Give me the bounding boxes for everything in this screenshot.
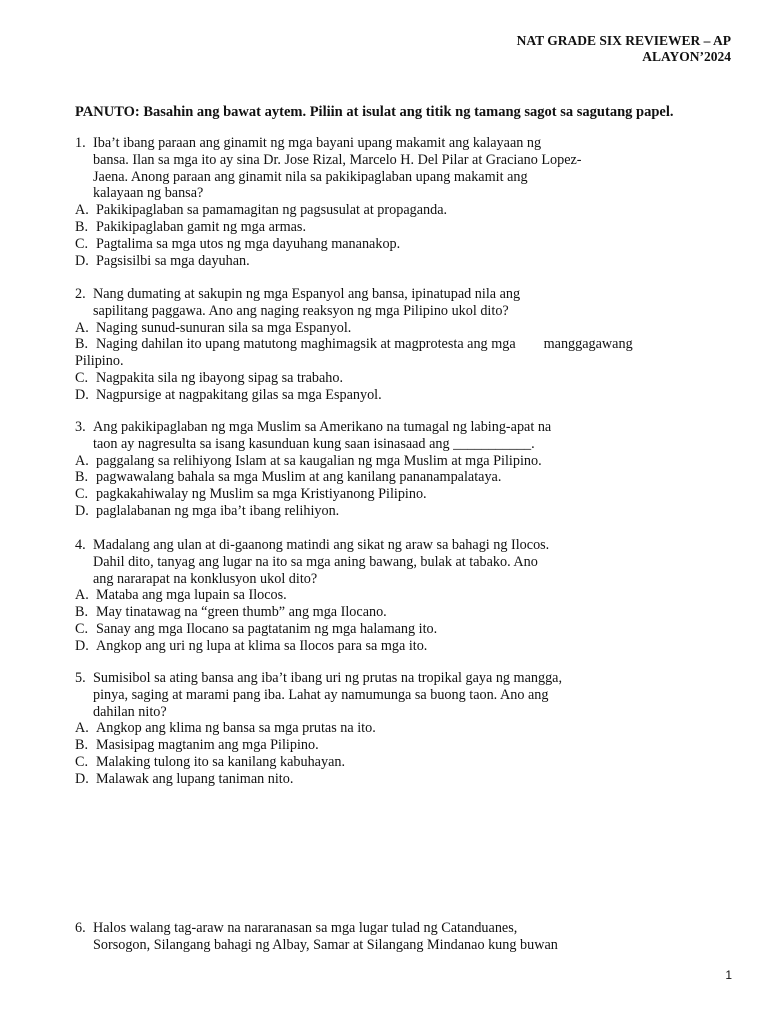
choice-a [75,720,715,737]
choice-text: Mataba ang mga lupain sa Ilocos. [96,587,287,604]
question-2 [75,286,715,404]
question-number: 6. [75,920,86,936]
choice-text: pagkakahiwalay ng Muslim sa mga Kristiyanong Pilipino. [96,486,427,503]
choice-text: Masisipag magtanim ang mga Pilipino. [96,737,319,754]
choice-text-tail: manggagawang [543,336,633,353]
stem-line: Dahil dito, tanyag ang lugar na ito sa mga aning bawang, bulak at tabako. Ano [93,553,538,570]
choice-text: May tinatawag na “green thumb” ang mga Ilocano. [96,604,387,621]
choice-text: paggalang sa relihiyong Islam at sa kaugalian ng mga Muslim at mga Pilipino. [96,452,542,469]
choice-a [75,320,715,337]
choice-letter: D. [75,386,89,403]
question-stem [75,670,715,720]
choice-c [75,236,715,253]
header-subtitle: ALAYON’2024 [642,49,731,64]
question-stem [75,286,715,320]
choice-letter: B. [75,469,89,486]
choice-letter: A. [75,720,89,737]
question-number: 1. [75,135,86,151]
choice-text: paglalabanan ng mga iba’t ibang relihiyon. [96,502,340,519]
stem-line: bansa. Ilan sa mga ito ay sina Dr. Jose Rizal, Marcelo H. Del Pilar at Graciano Lopez- [93,151,582,168]
stem-line: sapilitang paggawa. Ano ang naging reaksyon ng mga Pilipino ukol dito? [93,302,509,319]
choice-letter: B. [75,336,89,353]
choice-letter: C. [75,620,89,637]
choice-letter: B. [75,737,89,754]
page-number: 1 [725,968,732,982]
question-stem [75,419,715,453]
question-number: 3. [75,419,86,435]
choice-d [75,503,715,520]
choice-letter: D. [75,502,89,519]
choice-text: Angkop ang klima ng bansa sa mga prutas na ito. [96,720,376,737]
stem-line: Sorsogon, Silangang bahagi ng Albay, Samar at Silangang Mindanao kung buwan [93,936,558,953]
choice-b [75,336,715,370]
choice-text: Nagpakita sila ng ibayong sipag sa trabaho. [96,369,344,386]
header-title: NAT GRADE SIX REVIEWER – AP [516,33,731,48]
choice-letter: C. [75,369,89,386]
choice-d [75,387,715,404]
choice-c [75,621,715,638]
choice-text: Nagpursige at nagpakitang gilas sa mga Espanyol. [96,386,382,403]
choice-b [75,604,715,621]
question-stem [75,920,715,954]
question-6 [75,920,715,954]
choice-text [96,336,715,353]
choice-text-main: Naging dahilan ito upang matutong maghimagsik at magprotesta ang mga [96,336,516,353]
stem-line: ang nararapat na konklusyon ukol dito? [93,570,318,587]
choice-d [75,771,715,788]
stem-line: Jaena. Anong paraan ang ginamit nila sa pakikipaglaban upang makamit ang [93,168,528,185]
instructions: PANUTO: Basahin ang bawat aytem. Piliin at isulat ang titik ng tamang sagot sa sagutang papel. [75,104,674,120]
stem-line: Madalang ang ulan at di-gaanong matindi ang sikat ng araw sa bahagi ng Ilocos. [93,537,550,553]
choice-letter: A. [75,202,89,219]
choice-letter: C. [75,486,89,503]
choice-letter: D. [75,770,89,787]
page-header [517,33,731,65]
choice-text: pagwawalang bahala sa mga Muslim at ang kanilang pananampalataya. [96,469,502,486]
choice-letter: B. [75,604,89,621]
choice-text: Sanay ang mga Ilocano sa pagtatanim ng mga halamang ito. [96,620,438,637]
choice-text: Pagsisilbi sa mga dayuhan. [96,252,250,269]
choice-text: Angkop ang uri ng lupa at klima sa Ilocos para sa mga ito. [96,637,428,654]
stem-line: Nang dumating at sakupin ng mga Espanyol ang bansa, ipinatupad nila ang [93,286,521,302]
choice-letter: B. [75,218,89,235]
choice-letter: C. [75,235,89,252]
choice-letter: A. [75,587,89,604]
choice-letter: C. [75,753,89,770]
question-stem [75,537,715,587]
question-number: 2. [75,286,86,302]
choice-text: Malawak ang lupang taniman nito. [96,770,294,787]
question-number: 4. [75,537,86,553]
choice-b [75,219,715,236]
choice-c [75,754,715,771]
stem-line: taon ay nagresulta sa isang kasunduan kung saan isinasaad ang ___________. [93,435,535,452]
choice-a [75,587,715,604]
question-1 [75,135,715,269]
stem-line: dahilan nito? [93,703,167,720]
choice-text: Pakikipaglaban sa pamamagitan ng pagsusulat at propaganda. [96,202,448,219]
choice-a [75,453,715,470]
choice-letter: A. [75,452,89,469]
choice-d [75,253,715,270]
choice-text-wrap: Pilipino. [75,353,124,370]
choice-text: Malaking tulong ito sa kanilang kabuhayan. [96,753,346,770]
stem-line: Sumisibol sa ating bansa ang iba’t ibang uri ng prutas na tropikal gaya ng mangga, [93,670,563,686]
choice-text: Pakikipaglaban gamit ng mga armas. [96,218,306,235]
choice-b [75,469,715,486]
question-number: 5. [75,670,86,686]
question-4 [75,537,715,655]
choice-letter: D. [75,252,89,269]
choice-letter: D. [75,637,89,654]
choice-letter: A. [75,319,89,336]
question-3 [75,419,715,520]
choice-d [75,638,715,655]
choice-b [75,737,715,754]
stem-line: kalayaan ng bansa? [93,185,204,202]
choice-c [75,486,715,503]
question-5 [75,670,715,788]
stem-line: Halos walang tag-araw na nararanasan sa mga lugar tulad ng Catanduanes, [93,920,518,936]
question-stem [75,135,715,202]
choice-a [75,202,715,219]
choice-c [75,370,715,387]
stem-line: Iba’t ibang paraan ang ginamit ng mga bayani upang makamit ang kalayaan ng [93,135,542,151]
choice-text: Naging sunud-sunuran sila sa mga Espanyol. [96,319,352,336]
stem-line: pinya, saging at marami pang iba. Lahat ay namumunga sa buong taon. Ano ang [93,686,549,703]
stem-line: Ang pakikipaglaban ng mga Muslim sa Amerikano na tumagal ng labing-apat na [93,419,552,435]
choice-text: Pagtalima sa mga utos ng mga dayuhang mananakop. [96,235,401,252]
